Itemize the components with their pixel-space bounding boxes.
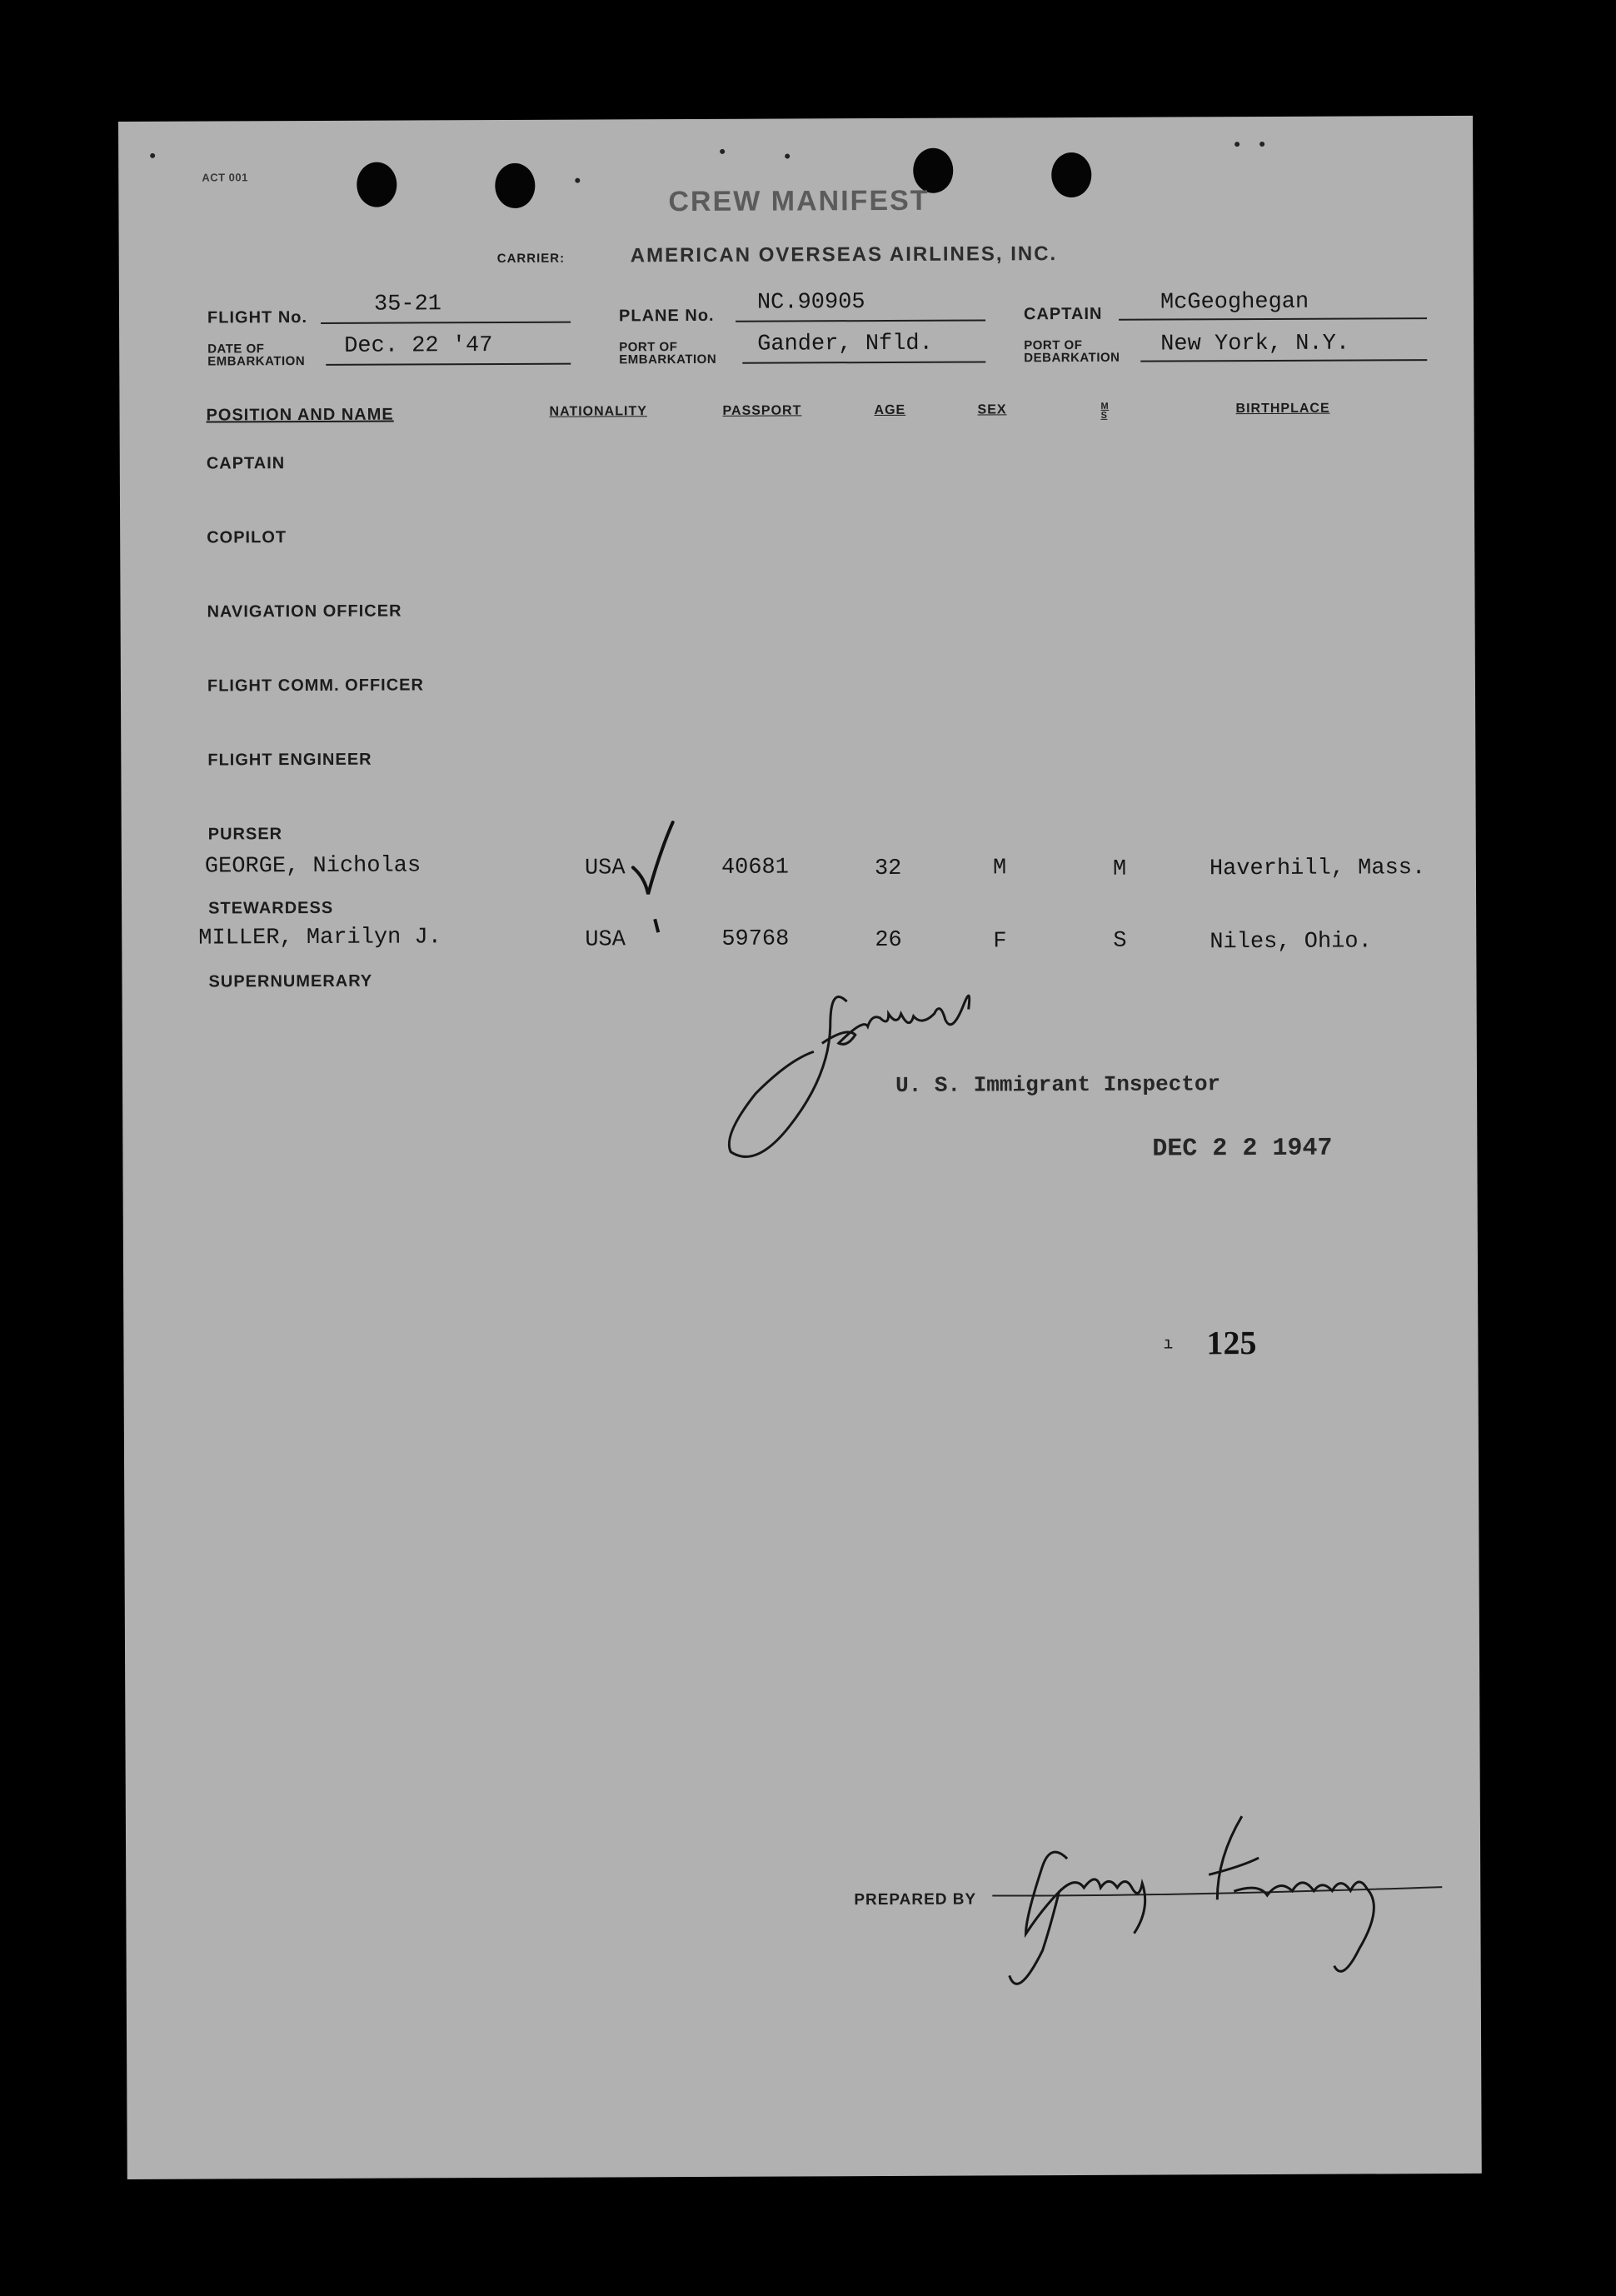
crew-age: 26	[875, 927, 902, 954]
flight-no-line	[321, 322, 571, 324]
inspector-signature	[721, 967, 1022, 1169]
inspection-date-stamp: DEC 2 2 1947	[1152, 1134, 1333, 1164]
paper-speck	[785, 153, 790, 158]
col-nationality: NATIONALITY	[549, 404, 647, 419]
col-marital	[1100, 402, 1109, 421]
date-line	[326, 363, 571, 366]
date-value: Dec. 22 '47	[344, 333, 493, 359]
port-embarkation-line	[742, 361, 985, 363]
port-debarkation-line	[1140, 359, 1427, 362]
paper-speck	[1234, 142, 1239, 147]
crew-name: MILLER, Marilyn J.	[198, 925, 441, 951]
port-deb-label-line-2: DEBARKATION	[1024, 350, 1120, 366]
position-purser: PURSER	[207, 825, 283, 844]
crew-marital: S	[1113, 928, 1127, 954]
plane-no-label: PLANE No.	[618, 306, 715, 326]
prepared-by-label: PREPARED BY	[854, 1890, 977, 1909]
date-label-line-2: EMBARKATION	[207, 354, 306, 369]
position-navigation-officer: NAVIGATION OFFICER	[207, 601, 402, 621]
col-age: AGE	[874, 402, 906, 418]
crew-name: GEORGE, Nicholas	[204, 853, 421, 880]
inspector-title: U. S. Immigrant Inspector	[895, 1071, 1221, 1098]
captain-value: McGeoghegan	[1160, 289, 1309, 316]
crew-nationality: USA	[585, 927, 626, 953]
flight-no-value: 35-21	[373, 292, 442, 317]
punch-hole	[357, 162, 397, 207]
crew-birthplace: Niles, Ohio.	[1210, 929, 1372, 956]
position-copilot: COPILOT	[207, 528, 287, 547]
date-label-line-1: DATE OF	[207, 342, 265, 357]
crew-sex: F	[993, 929, 1007, 955]
crew-passport: 59768	[721, 926, 790, 952]
position-captain: CAPTAIN	[206, 454, 286, 473]
manifest-page	[118, 116, 1482, 2179]
page-number: 125	[1206, 1324, 1257, 1362]
position-flight-comm-officer: FLIGHT COMM. OFFICER	[207, 676, 424, 696]
page-number-tick: ı	[1163, 1335, 1174, 1355]
col-marital-line-1: M	[1100, 401, 1110, 412]
col-position-and-name: POSITION AND NAME	[206, 405, 394, 425]
check-mark-icon	[630, 819, 681, 936]
punch-hole	[1051, 152, 1091, 197]
captain-label: CAPTAIN	[1023, 304, 1103, 324]
crew-passport: 40681	[721, 855, 789, 881]
port-debarkation-label	[1024, 339, 1120, 365]
plane-no-line	[736, 319, 985, 322]
captain-line	[1119, 317, 1427, 321]
port-emb-label-line-1: PORT OF	[619, 340, 678, 355]
port-embarkation-label	[619, 341, 716, 367]
col-birthplace: BIRTHPLACE	[1235, 401, 1330, 417]
paper-speck	[150, 153, 155, 158]
col-marital-line-2: S	[1100, 410, 1108, 421]
punch-hole	[495, 163, 535, 208]
crew-nationality: USA	[584, 856, 626, 881]
port-deb-label-line-1: PORT OF	[1024, 337, 1083, 353]
position-supernumerary: SUPERNUMERARY	[208, 971, 373, 991]
crew-sex: M	[992, 856, 1007, 881]
paper-speck	[575, 178, 580, 183]
carrier-label: CARRIER:	[496, 251, 566, 267]
col-passport: PASSPORT	[722, 403, 802, 418]
carrier-name: AMERICAN OVERSEAS AIRLINES, INC.	[630, 242, 1058, 267]
crew-age: 32	[874, 856, 902, 882]
port-embarkation-value: Gander, Nfld.	[757, 331, 933, 357]
manifest-title: CREW MANIFEST	[668, 184, 930, 218]
plane-no-value: NC.90905	[756, 290, 865, 316]
position-flight-engineer: FLIGHT ENGINEER	[207, 750, 372, 770]
date-label	[207, 342, 305, 368]
col-sex: SEX	[977, 402, 1007, 417]
paper-speck	[720, 149, 725, 154]
port-debarkation-value: New York, N.Y.	[1160, 331, 1350, 357]
port-emb-label-line-2: EMBARKATION	[619, 352, 717, 367]
flight-no-label: FLIGHT No.	[207, 308, 308, 327]
position-stewardess: STEWARDESS	[208, 898, 334, 918]
paper-speck	[1259, 142, 1264, 147]
form-code: ACT 001	[202, 171, 248, 184]
crew-birthplace: Haverhill, Mass.	[1209, 856, 1426, 882]
crew-marital: M	[1112, 856, 1127, 882]
prepared-by-signature	[992, 1807, 1443, 1992]
